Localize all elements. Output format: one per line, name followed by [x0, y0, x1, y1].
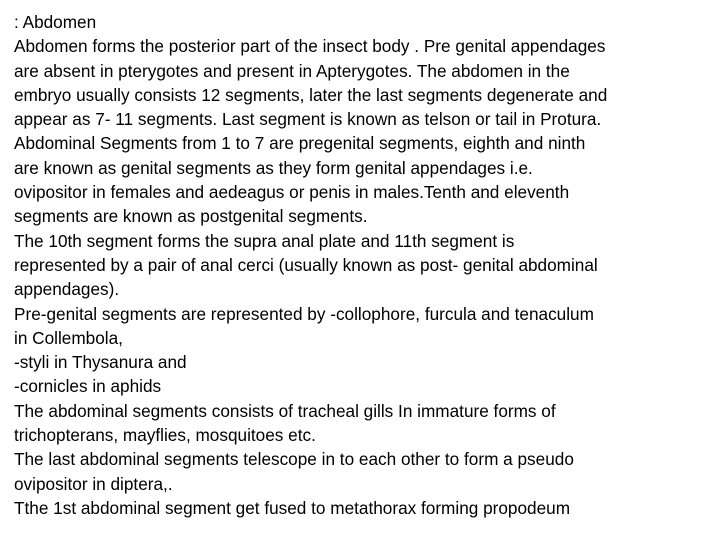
heading-abdomen: : Abdomen	[14, 12, 97, 32]
text-line: are known as genital segments as they form genital appendages i.e.	[14, 157, 533, 178]
text-line: ovipositor in diptera,.	[14, 473, 173, 494]
text-line: in Collembola,	[14, 327, 123, 348]
text-line: The abdominal segments consists of tracheal gills In immature forms of	[14, 400, 556, 421]
text-line: trichopterans, mayflies, mosquitoes etc.	[14, 425, 316, 446]
text-line: appear as 7- 11 segments. Last segment is known as telson or tail in Protura.	[14, 109, 602, 130]
text-line: The last abdominal segments telescope in to each other to form a pseudo	[14, 449, 574, 470]
text-line: Abdomen forms the posterior part of the insect body . Pre genital appendages	[14, 36, 606, 57]
text-line: appendages).	[14, 279, 120, 300]
text-line: The 10th segment forms the supra anal plate and 11th segment is	[14, 230, 515, 251]
text-line: ovipositor in females and aedeagus or penis in males.Tenth and eleventh	[14, 182, 570, 203]
text-line: -styli in Thysanura and	[14, 352, 187, 373]
text-line: -cornicles in aphids	[14, 376, 162, 397]
text-line: represented by a pair of anal cerci (usually known as post- genital abdominal	[14, 254, 598, 275]
text-line: embryo usually consists 12 segments, later the last segments degenerate and	[14, 84, 608, 105]
slide-text-body	[14, 10, 714, 520]
text-line: are absent in pterygotes and present in Apterygotes. The abdomen in the	[14, 60, 570, 81]
text-line: segments are known as postgenital segments.	[14, 206, 368, 227]
text-line: Pre-genital segments are represented by -collophore, furcula and tenaculum	[14, 303, 594, 324]
text-line: Abdominal Segments from 1 to 7 are pregenital segments, eighth and ninth	[14, 133, 586, 154]
text-line: Tthe 1st abdominal segment get fused to metathorax forming propodeum	[14, 497, 571, 518]
